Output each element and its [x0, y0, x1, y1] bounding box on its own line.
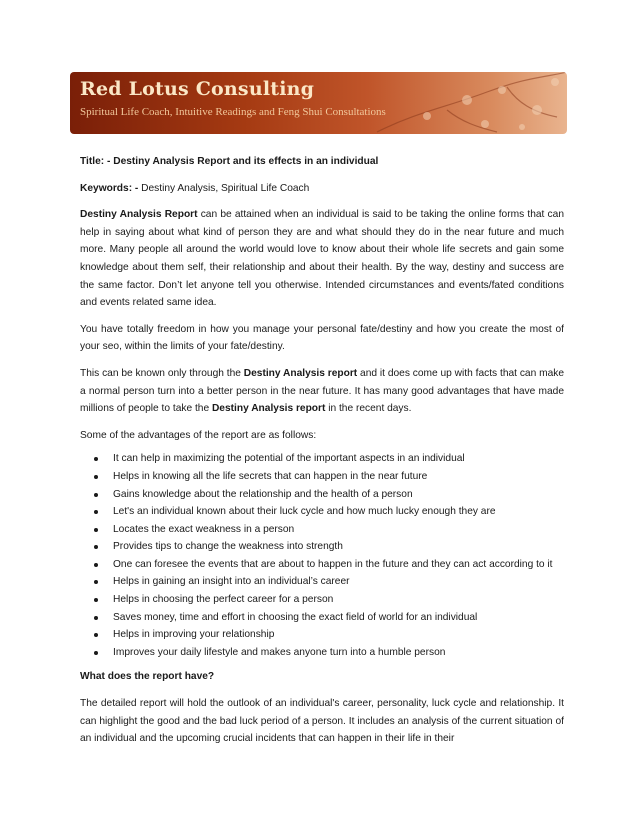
bullet-icon [94, 510, 98, 514]
p3-bold-1: Destiny Analysis report [243, 367, 358, 379]
bullet-icon [94, 598, 98, 602]
list-item [80, 591, 564, 609]
list-item-text: Helps in improving your relationship [113, 629, 275, 641]
title-label: Title: - [80, 156, 114, 167]
bullet-icon [94, 563, 98, 567]
bullet-icon [94, 545, 98, 549]
p3-c: and it does come up with facts that can make a normal person turn into a better person in the near future. It has many good advantages that have made millions of people to take the [80, 367, 564, 415]
list-item [80, 468, 564, 486]
list-item-text: Let's an individual known about their luck cycle and how much lucky enough they are [113, 506, 496, 518]
header-banner [70, 72, 567, 134]
p1-rest: can be attained when an individual is said to be taking the online forms that can help in saying about what kind of person they are and what should they do in the near future and much more. Many people all around the world would love to know about their whole life secrets and gain some knowledge about them self, their relationship and about their health. By the way, destiny and success are the same factor. Don’t let anyone tell you otherwise. Intended circumstances and events/fated conditions and events related same idea. [80, 209, 564, 309]
list-intro: Some of the advantages of the report are as follows: [80, 429, 317, 441]
keywords-line [80, 180, 564, 198]
blossom-branch-decoration [367, 72, 567, 134]
bullet-icon [94, 528, 98, 532]
list-item-text: Helps in gaining an insight into an individual’s career [113, 576, 350, 588]
company-tagline: Spiritual Life Coach, Intuitive Readings and Feng Shui Consultations [80, 106, 386, 118]
bullet-icon [94, 475, 98, 479]
title-text: Destiny Analysis Report and its effects in an individual [113, 156, 379, 167]
paragraph-1 [80, 206, 564, 312]
list-item-text: Provides tips to change the weakness into strength [113, 541, 343, 553]
list-item-text: Improves your daily lifestyle and makes anyone turn into a humble person [113, 646, 446, 658]
list-item [80, 556, 564, 574]
bullet-icon [94, 616, 98, 620]
section-heading: What does the report have? [80, 671, 215, 683]
list-item-text: One can foresee the events that are about to happen in the future and they can act according to it [113, 558, 553, 570]
advantages-list [80, 450, 564, 661]
list-item [80, 626, 564, 644]
list-item-text: Locates the exact weakness in a person [113, 523, 295, 535]
paragraph-2: You have totally freedom in how you manage your personal fate/destiny and how you create the most of your seo, within the limits of your fate/destiny. [80, 323, 564, 353]
list-item [80, 538, 564, 556]
list-item [80, 450, 564, 468]
bullet-icon [94, 651, 98, 655]
list-item [80, 486, 564, 504]
list-item [80, 521, 564, 539]
list-item-text: Helps in knowing all the life secrets that can happen in the near future [113, 470, 428, 482]
keywords-label: Keywords: - [80, 182, 142, 194]
doc-title-line [80, 153, 564, 171]
list-item [80, 609, 564, 627]
paragraph-3 [80, 365, 564, 418]
list-item-text: Helps in choosing the perfect career for a person [113, 594, 334, 606]
bullet-icon [94, 633, 98, 637]
list-item-text: Saves money, time and effort in choosing the exact field of world for an individual [113, 611, 478, 623]
bullet-icon [94, 457, 98, 461]
document-body [80, 153, 564, 757]
p3-bold-2: Destiny Analysis report [211, 403, 326, 415]
paragraph-4: The detailed report will hold the outlook of an individual's career, personality, luck cycle and relationship. It can highlight the good and the bad luck period of a person. It includes an analysis of the current situation of an individual and the upcoming crucial incidents that can happen in their life in their [80, 698, 564, 745]
p3-a: This can be known only through the [80, 367, 244, 379]
p3-d: in the recent days. [325, 403, 412, 415]
list-item-text: Gains knowledge about the relationship and the health of a person [113, 488, 413, 500]
list-item-text: It can help in maximizing the potential of the important aspects in an individual [113, 453, 465, 465]
keywords-text: Destiny Analysis, Spiritual Life Coach [141, 182, 310, 194]
company-name: Red Lotus Consulting [80, 78, 315, 100]
bullet-icon [94, 580, 98, 584]
list-item [80, 573, 564, 591]
list-item [80, 503, 564, 521]
p1-bold: Destiny Analysis Report [80, 209, 198, 221]
list-item [80, 644, 564, 662]
bullet-icon [94, 493, 98, 497]
